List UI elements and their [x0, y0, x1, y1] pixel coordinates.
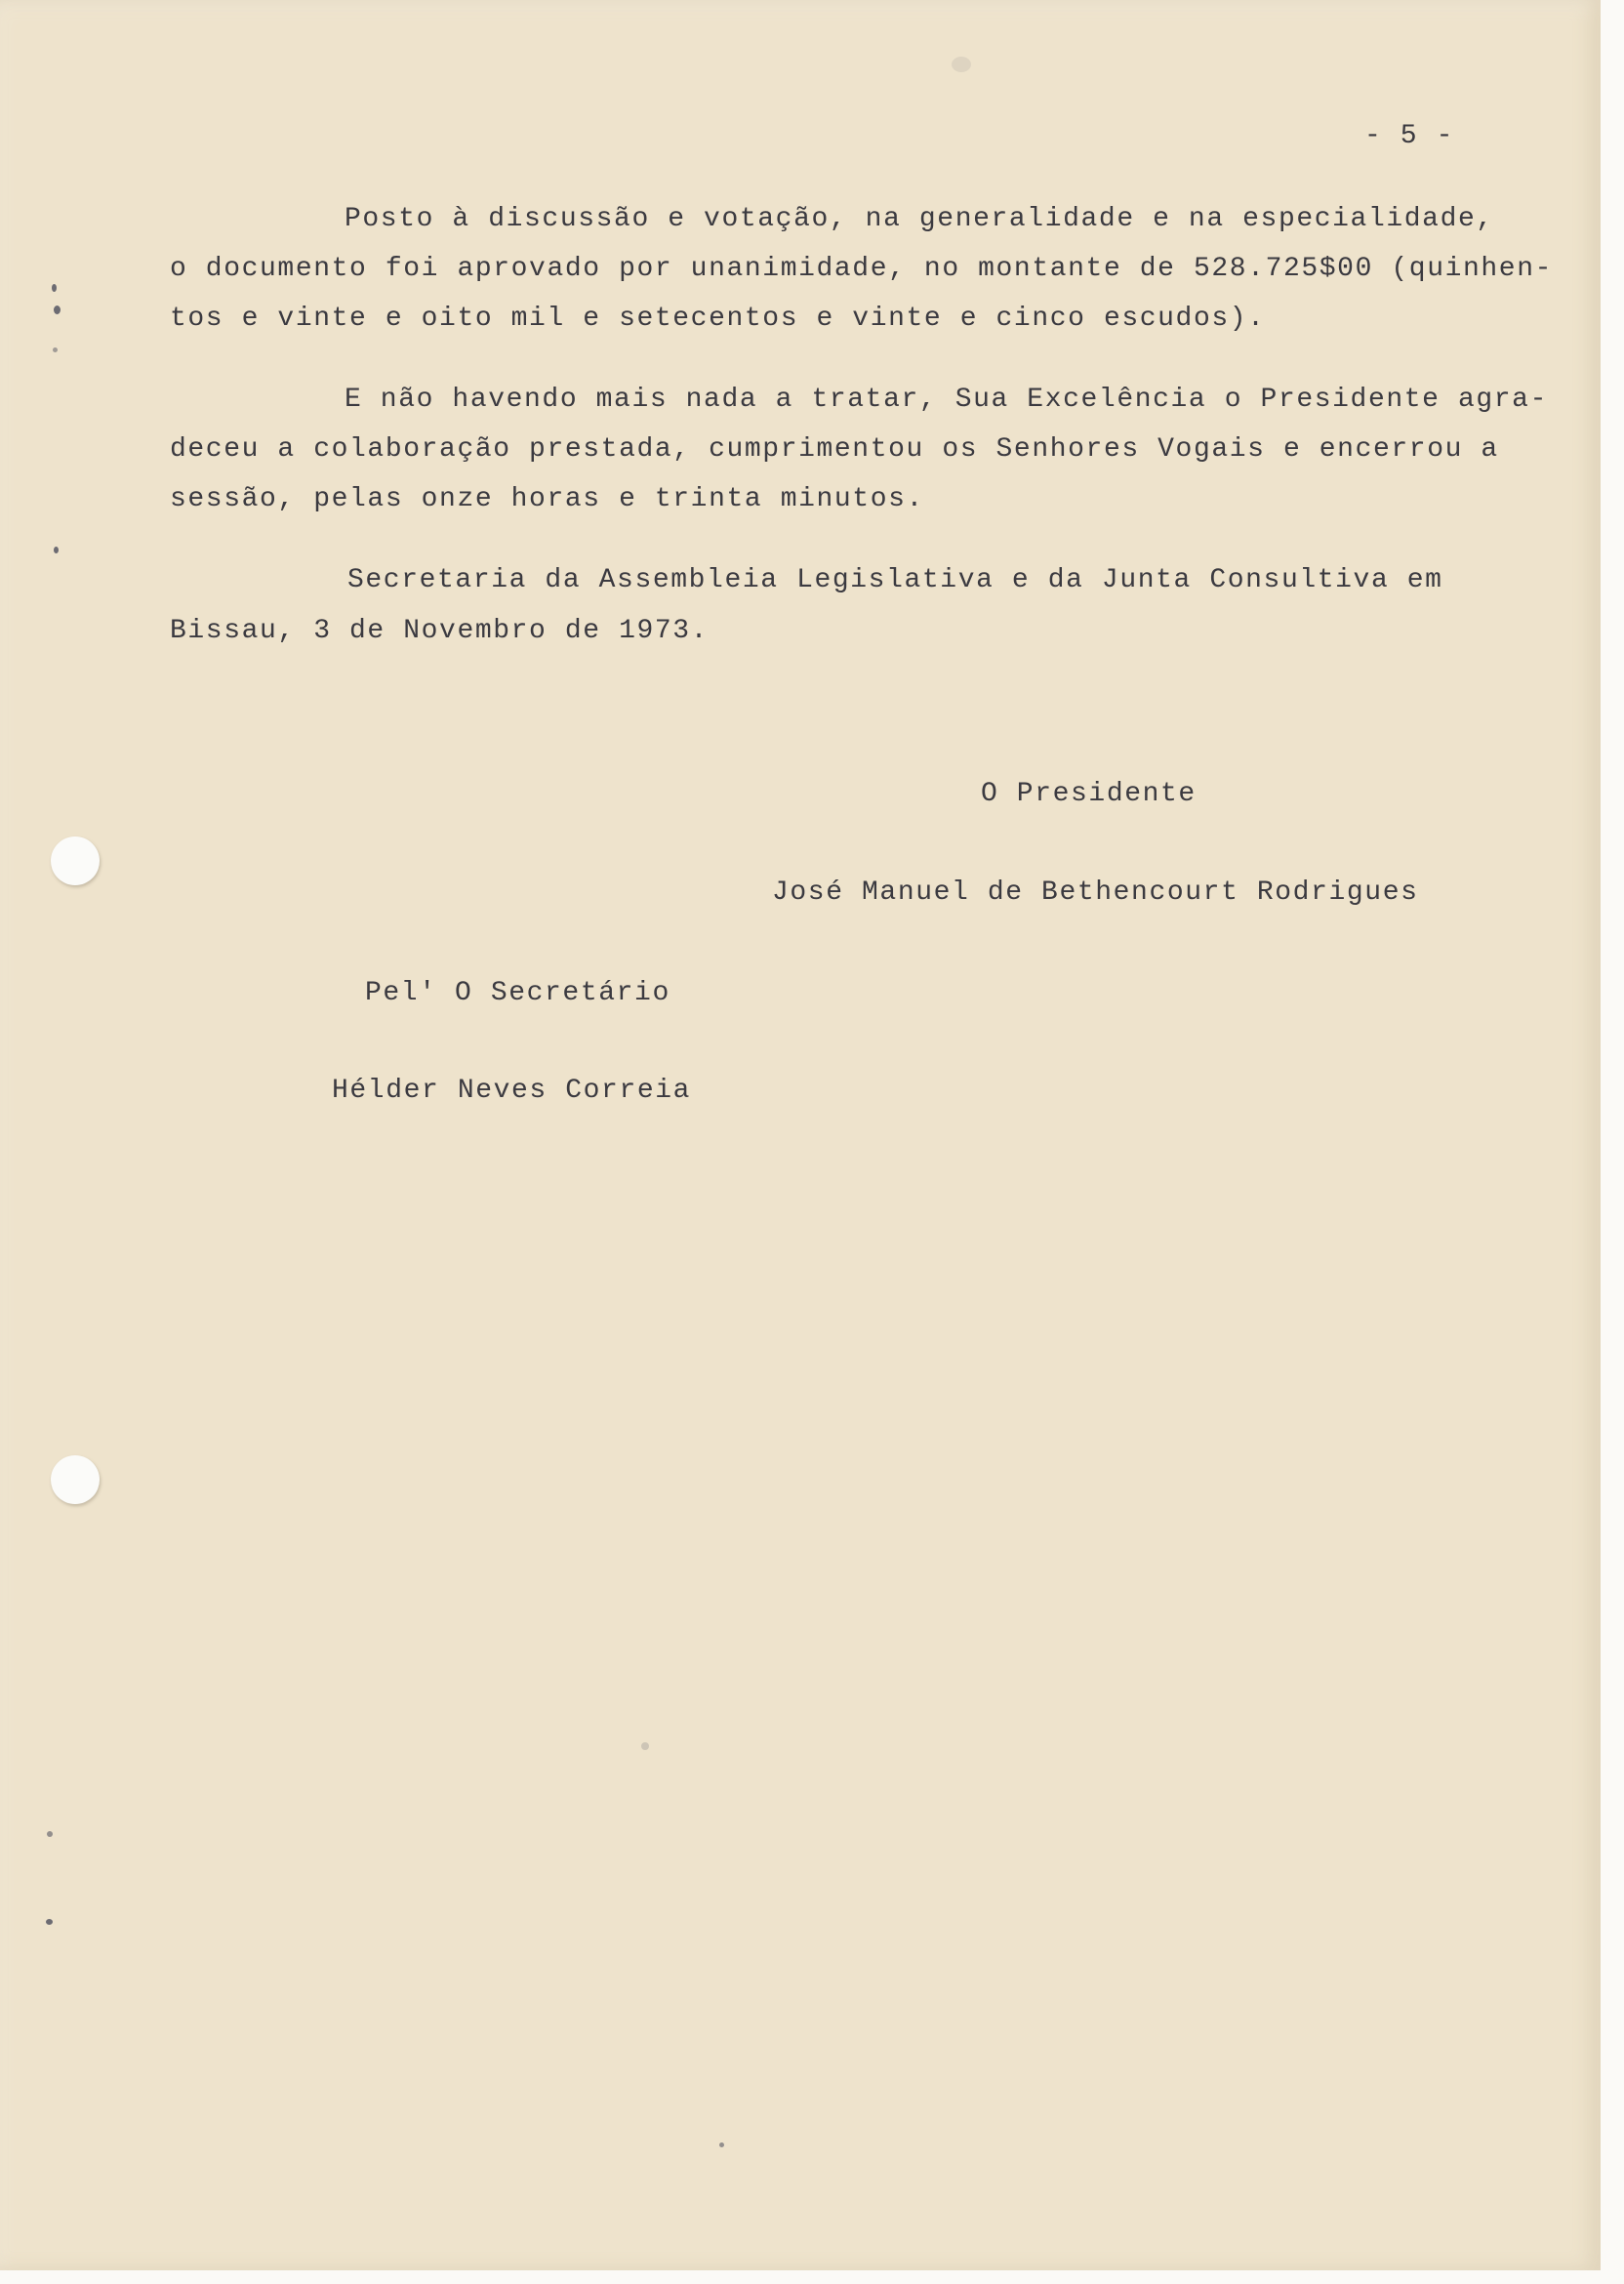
president-title: O Presidente — [981, 779, 1197, 809]
secretary-title: Pel' O Secretário — [365, 978, 670, 1008]
paragraph-line: tos e vinte e oito mil e setecentos e vinte e cinco escudos). — [170, 304, 1266, 334]
punch-hole — [51, 836, 100, 885]
paper-speck — [952, 57, 971, 72]
paper-speck — [641, 1742, 649, 1750]
paragraph-line: Bissau, 3 de Novembro de 1973. — [170, 616, 710, 646]
paper-speck — [52, 284, 57, 292]
paper-speck — [47, 1831, 53, 1837]
paragraph-line: sessão, pelas onze horas e trinta minutos. — [170, 484, 924, 514]
paragraph-line: o documento foi aprovado por unanimidade, no montante de 528.725$00 (quinhen- — [170, 254, 1554, 284]
paper-speck — [719, 2142, 724, 2147]
scan-border-bottom — [0, 2270, 1624, 2284]
punch-hole — [51, 1455, 100, 1504]
president-name: José Manuel de Bethencourt Rodrigues — [772, 877, 1419, 908]
scan-border-right — [1601, 0, 1624, 2284]
paper-speck — [54, 547, 59, 553]
paragraph-line: deceu a colaboração prestada, cumprimentou os Senhores Vogais e encerrou a — [170, 434, 1499, 465]
paragraph-line: Secretaria da Assembleia Legislativa e da Junta Consultiva em — [347, 565, 1443, 595]
page-number: - 5 - — [1364, 121, 1455, 151]
paper-speck — [46, 1919, 53, 1925]
paper-speck — [53, 347, 58, 352]
paragraph-line: Posto à discussão e votação, na generalidade e na especialidade, — [345, 204, 1494, 234]
paper-speck — [54, 306, 61, 314]
paragraph-line: E não havendo mais nada a tratar, Sua Excelência o Presidente agra- — [345, 385, 1548, 415]
secretary-name: Hélder Neves Correia — [332, 1076, 692, 1106]
